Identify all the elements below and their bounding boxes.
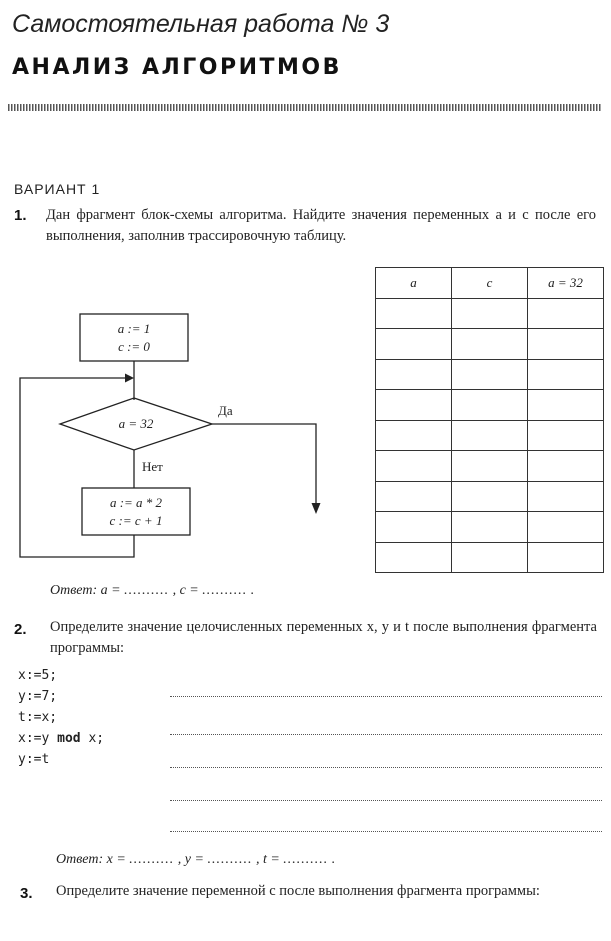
trace-table-row [376,298,604,329]
mod-keyword: mod [57,731,81,746]
trace-table-row [376,329,604,360]
trace-header-c: c [452,268,528,299]
q2-answer-line [56,852,335,868]
trace-table-cell[interactable] [452,298,528,329]
answer-dotted-line[interactable] [170,800,602,801]
flowchart-init-line1: a := 1 [117,321,151,336]
trace-table-cell[interactable] [452,420,528,451]
answer-y-blank[interactable]: .......... [207,852,253,867]
flowchart-condition: a = 32 [118,416,154,431]
flowchart-yes-label: Да [218,403,233,418]
trace-table-cell[interactable] [452,481,528,512]
trace-header-condition: a = 32 [528,268,604,299]
q2-answer-x: x = [106,852,126,867]
code-line: x:=y mod x; [18,731,105,746]
trace-table-cell[interactable] [528,298,604,329]
trace-table-cell[interactable] [452,390,528,421]
trace-table-row [376,359,604,390]
q2-number: 2. [14,621,27,638]
q1-answer-end: . [250,583,255,598]
code-line: y:=t [18,752,50,767]
answer-dotted-line[interactable] [170,831,602,832]
answer-x-blank[interactable]: .......... [129,852,175,867]
flowchart-init-line2: c := 0 [118,339,150,354]
answer-t-blank[interactable]: .......... [283,852,329,867]
trace-table-row [376,481,604,512]
trace-table-cell[interactable] [452,451,528,482]
q1-answer-a: a = [100,583,121,598]
trace-header-a: a [376,268,452,299]
flowchart [0,300,360,570]
q2-answer-y: , y = [177,852,204,867]
q1-answer-line [50,583,254,599]
q2-text: Определите значение целочисленных переменных x, y и t после выполнения фрагмента программы: [50,619,597,656]
trace-table-cell[interactable] [452,329,528,360]
trace-table-cell[interactable] [528,451,604,482]
trace-table [375,267,604,573]
header-rule [8,104,602,111]
q3-number: 3. [20,885,33,902]
trace-table-cell[interactable] [528,481,604,512]
trace-table-header-row [376,268,604,299]
trace-table-cell[interactable] [376,451,452,482]
q1-answer-label: Ответ: [50,583,98,598]
variant-label: ВАРИАНТ 1 [14,181,101,197]
trace-table-cell[interactable] [528,512,604,543]
trace-table-cell[interactable] [376,542,452,573]
trace-table-cell[interactable] [528,390,604,421]
trace-table-cell[interactable] [452,359,528,390]
trace-table-cell[interactable] [376,298,452,329]
trace-table-cell[interactable] [528,420,604,451]
trace-table-cell[interactable] [376,390,452,421]
flowchart-body-line2: c := c + 1 [109,513,163,528]
code-line: x:=5; [18,668,58,683]
trace-table-cell[interactable] [528,329,604,360]
q2-answer-t: , t = [255,852,280,867]
trace-table-row [376,420,604,451]
q1-number: 1. [14,207,27,224]
trace-table-row [376,512,604,543]
section-heading: АНАЛИЗ АЛГОРИТМОВ [12,55,342,80]
trace-table-cell[interactable] [376,512,452,543]
trace-table-cell[interactable] [376,329,452,360]
flowchart-yes-branch [212,424,316,505]
trace-table-row [376,542,604,573]
code-line: t:=x; [18,710,58,725]
exit-arrow-icon [312,503,321,514]
trace-table-cell[interactable] [452,512,528,543]
trace-table-cell[interactable] [376,420,452,451]
q1-answer-c: , c = [172,583,199,598]
page-title: Самостоятельная работа № 3 [12,10,390,38]
q2-answer-label: Ответ: [56,852,104,867]
answer-c-blank[interactable]: .......... [202,583,248,598]
trace-table-cell[interactable] [452,542,528,573]
q2-code-block [18,665,104,770]
answer-dotted-line[interactable] [170,734,602,735]
answer-a-blank[interactable]: .......... [124,583,170,598]
loop-arrow-icon [125,374,134,383]
trace-table-cell[interactable] [376,359,452,390]
code-line: y:=7; [18,689,58,704]
trace-table-row [376,451,604,482]
flowchart-loop-back [20,378,134,557]
q2-answer-end: . [331,852,336,867]
q1-text: Дан фрагмент блок-схемы алгоритма. Найдите значения переменных a и c после его выполнения, заполнив трассировочную таблицу. [46,207,596,244]
answer-dotted-line[interactable] [170,696,602,697]
trace-table-cell[interactable] [376,481,452,512]
answer-dotted-line[interactable] [170,767,602,768]
trace-table-cell[interactable] [528,542,604,573]
trace-table-row [376,390,604,421]
flowchart-body-line1: a := a * 2 [109,495,163,510]
flowchart-no-label: Нет [142,459,163,474]
q3-text: Определите значение переменной c после выполнения фрагмента программы: [56,883,540,899]
trace-table-cell[interactable] [528,359,604,390]
